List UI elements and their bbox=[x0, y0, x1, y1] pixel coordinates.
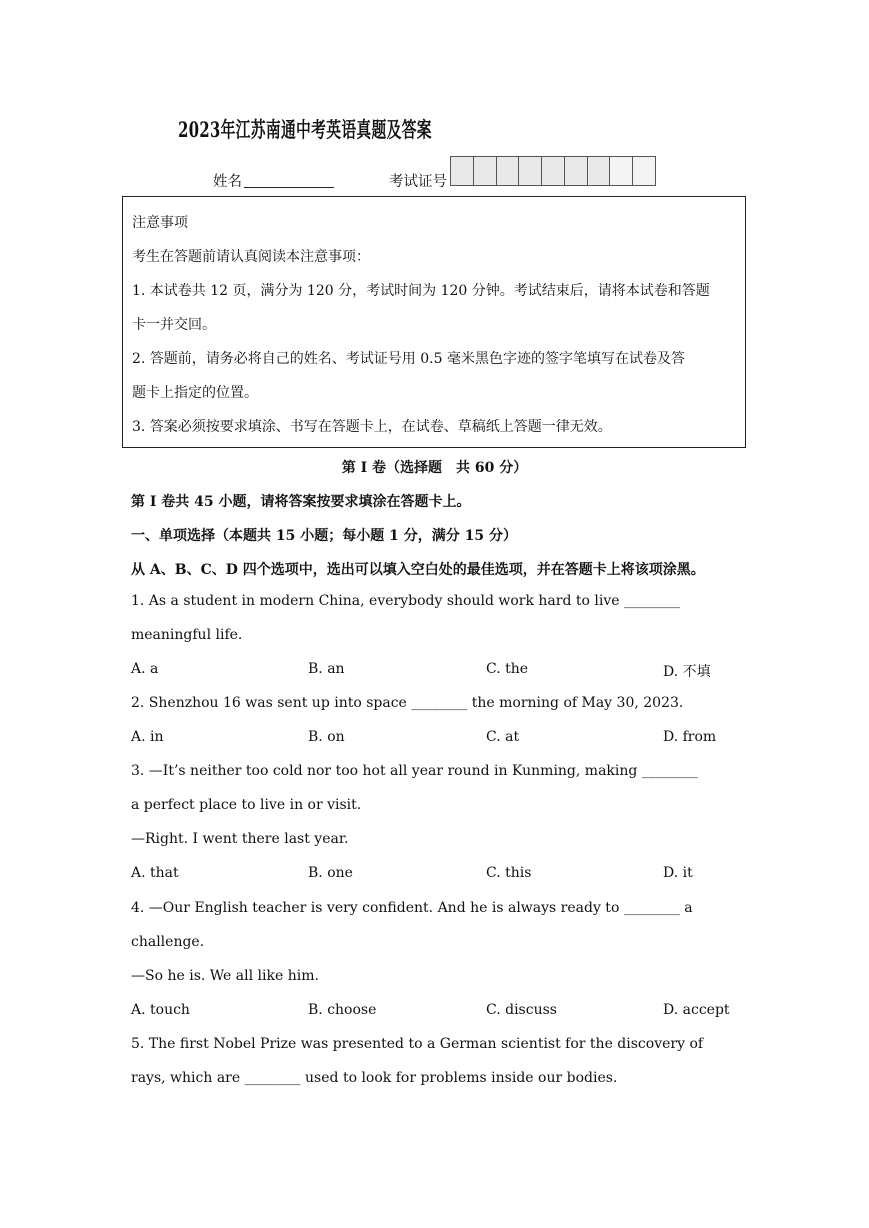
exam-id-box[interactable] bbox=[588, 157, 611, 185]
notice-box bbox=[122, 196, 746, 448]
question-4-line: —So he is. We all like him. bbox=[131, 968, 319, 984]
exam-id-box[interactable] bbox=[451, 157, 474, 185]
notice-heading: 注意事项 bbox=[132, 215, 188, 231]
exam-id-box[interactable] bbox=[497, 157, 520, 185]
option-d: D. it bbox=[663, 865, 693, 881]
option-a: A. a bbox=[131, 661, 159, 677]
option-d: D. accept bbox=[663, 1002, 730, 1018]
question-4-line: 4. —Our English teacher is very confident. And he is always ready to ________ a bbox=[131, 900, 693, 916]
exam-id-boxes[interactable] bbox=[450, 156, 656, 186]
question-2-line: 2. Shenzhou 16 was sent up into space ________ the morning of May 30, 2023. bbox=[131, 695, 684, 711]
page-title: 2023年江苏南通中考英语真题及答案 bbox=[178, 117, 432, 142]
exam-id-box[interactable] bbox=[565, 157, 588, 185]
notice-line: 题卡上指定的位置。 bbox=[132, 385, 258, 401]
option-d: D. from bbox=[663, 729, 717, 745]
part-title: 第 I 卷（选择题 共 60 分） bbox=[341, 460, 528, 476]
exam-id-label: 考试证号 bbox=[389, 174, 447, 190]
name-label: 姓名 bbox=[213, 174, 242, 190]
option-b: B. an bbox=[308, 661, 345, 677]
notice-line: 3. 答案必须按要求填涂、书写在答题卡上，在试卷、草稿纸上答题一律无效。 bbox=[132, 419, 612, 435]
question-5-line: 5. The first Nobel Prize was presented to a German scientist for the discovery of bbox=[131, 1036, 704, 1052]
question-5-line: rays, which are ________ used to look for problems inside our bodies. bbox=[131, 1070, 618, 1086]
notice-line: 2. 答题前，请务必将自己的姓名、考试证号用 0.5 毫米黑色字迹的签字笔填写在试卷及答 bbox=[132, 351, 685, 367]
option-c: C. this bbox=[486, 865, 532, 881]
option-a: A. touch bbox=[131, 1002, 190, 1018]
question-4-line: challenge. bbox=[131, 934, 205, 950]
notice-line: 1. 本试卷共 12 页，满分为 120 分，考试时间为 120 分钟。考试结束后，请将本试卷和答题 bbox=[132, 283, 710, 299]
part-intro: 第 I 卷共 45 小题，请将答案按要求填涂在答题卡上。 bbox=[131, 494, 471, 510]
question-3-line: 3. —It’s neither too cold nor too hot all year round in Kunming, making ________ bbox=[131, 763, 698, 779]
option-c: C. the bbox=[486, 661, 529, 677]
question-1-line: 1. As a student in modern China, everybody should work hard to live ________ bbox=[131, 593, 680, 609]
option-b: B. one bbox=[308, 865, 353, 881]
name-field[interactable] bbox=[213, 170, 334, 191]
option-a: A. that bbox=[131, 865, 179, 881]
option-c: C. at bbox=[486, 729, 520, 745]
option-b: B. on bbox=[308, 729, 345, 745]
option-c: C. discuss bbox=[486, 1002, 557, 1018]
section-instruction: 从 A、B、C、D 四个选项中，选出可以填入空白处的最佳选项，并在答题卡上将该项涂黑。 bbox=[131, 562, 705, 578]
option-a: A. in bbox=[131, 729, 164, 745]
question-3-line: a perfect place to live in or visit. bbox=[131, 797, 362, 813]
option-d: D. 不填 bbox=[663, 664, 711, 680]
exam-id-box[interactable] bbox=[610, 157, 633, 185]
exam-id-box[interactable] bbox=[519, 157, 542, 185]
notice-line: 卡一并交回。 bbox=[132, 317, 216, 333]
exam-id-box[interactable] bbox=[633, 157, 655, 185]
exam-id-box[interactable] bbox=[474, 157, 497, 185]
question-3-line: —Right. I went there last year. bbox=[131, 831, 349, 847]
section-heading: 一、单项选择（本题共 15 小题；每小题 1 分，满分 15 分） bbox=[131, 528, 517, 544]
option-b: B. choose bbox=[308, 1002, 377, 1018]
question-1-line: meaningful life. bbox=[131, 627, 243, 643]
exam-id-box[interactable] bbox=[542, 157, 565, 185]
notice-intro: 考生在答题前请认真阅读本注意事项： bbox=[132, 249, 370, 265]
name-blank[interactable] bbox=[244, 173, 334, 188]
